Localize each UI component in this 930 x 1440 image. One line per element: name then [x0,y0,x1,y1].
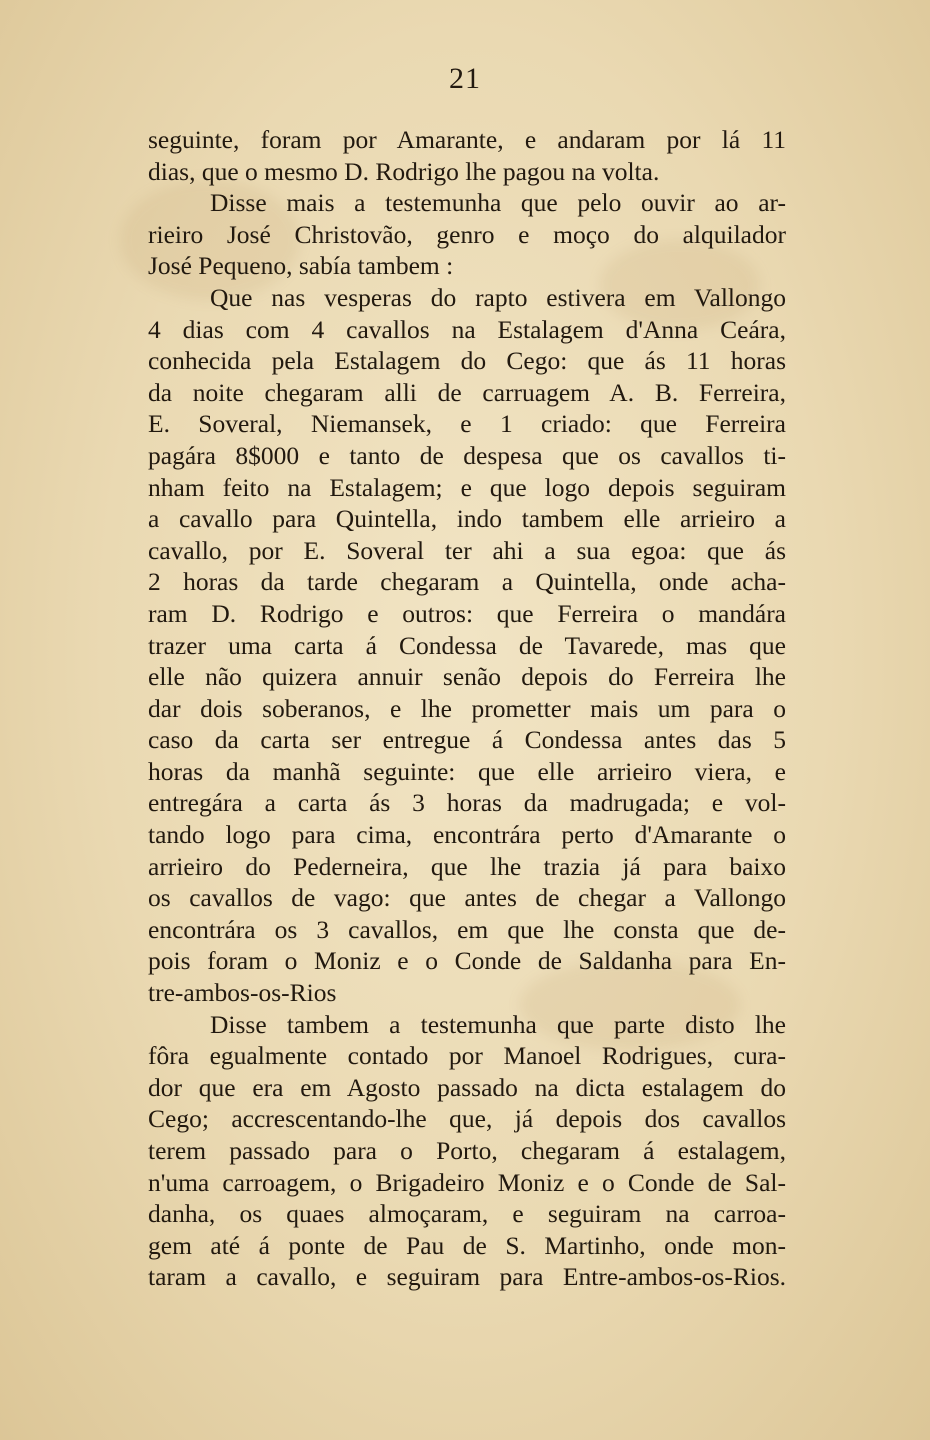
text-line: Que nas vesperas do rapto estivera em Vallongo [210,282,786,312]
text-line: Disse tambem a testemunha que parte disto lhe [210,1009,786,1039]
text-line: danha, os quaes almoçaram, e seguiram na carroa- [148,1199,786,1229]
text-line: cavallo, por E. Soveral ter ahi a sua egoa: que ás [148,535,786,565]
text-line: pagára 8$000 e tanto de despesa que os cavallos ti- [148,440,786,470]
text-line: E. Soveral, Niemansek, e 1 criado: que Ferreira [148,409,786,439]
text-line: encontrára os 3 cavallos, em que lhe consta que de- [148,914,786,944]
text-line: pois foram o Moniz e o Conde de Saldanha para En- [148,946,786,976]
text-line: conhecida pela Estalagem do Cego: que ás 11 horas [148,346,786,376]
text-line: nham feito na Estalagem; e que logo depois seguiram [148,472,786,502]
text-line: n'uma carroagem, o Brigadeiro Moniz e o Conde de Sal- [148,1167,786,1197]
text-line: Disse mais a testemunha que pelo ouvir ao ar- [210,188,786,218]
text-line: José Pequeno, sabía tambem : [148,251,454,281]
text-line: caso da carta ser entregue á Condessa antes das 5 [148,725,786,755]
text-line: trazer uma carta á Condessa de Tavarede, mas que [148,630,786,660]
text-line: dias, que o mesmo D. Rodrigo lhe pagou na volta. [148,156,660,186]
text-line: rieiro José Christovão, genro e moço do alquilador [148,219,786,249]
text-line: ram D. Rodrigo e outros: que Ferreira o mandára [148,598,786,628]
text-line: terem passado para o Porto, chegaram á estalagem, [148,1136,786,1165]
text-line: taram a cavallo, e seguiram para Entre-ambos-os-Rios. [148,1262,786,1292]
page-number: 21 [449,62,481,95]
text-line: horas da manhã seguinte: que elle arrieiro viera, e [148,756,786,786]
text-line: 4 dias com 4 cavallos na Estalagem d'Anna Ceára, [148,314,786,344]
text-line: os cavallos de vago: que antes de chegar a Vallongo [148,883,786,913]
text-line: elle não quizera annuir senão depois do Ferreira lhe [148,662,786,692]
text-line: tando logo para cima, encontrára perto d'Amarante o [148,820,786,850]
text-line: seguinte, foram por Amarante, e andaram por lá 11 [148,125,786,154]
text-line: a cavallo para Quintella, indo tambem elle arrieiro a [148,504,786,534]
text-line: arrieiro do Pederneira, que lhe trazia já para baixo [148,851,786,881]
text-line: fôra egualmente contado por Manoel Rodrigues, cura- [148,1041,786,1071]
text-line: entregára a carta ás 3 horas da madrugada; e vol- [148,788,786,818]
text-line: gem até á ponte de Pau de S. Martinho, onde mon- [148,1230,786,1260]
text-line: 2 horas da tarde chegaram a Quintella, onde acha- [148,567,786,597]
body-text [148,124,786,1293]
text-line: dar dois soberanos, e lhe prometter mais um para o [148,693,786,723]
text-line: tre-ambos-os-Rios [148,978,337,1008]
text-line: da noite chegaram alli de carruagem A. B. Ferreira, [148,377,786,407]
text-line: dor que era em Agosto passado na dicta estalagem do [148,1072,786,1102]
text-line: Cego; accrescentando-lhe que, já depois dos cavallos [148,1104,786,1134]
